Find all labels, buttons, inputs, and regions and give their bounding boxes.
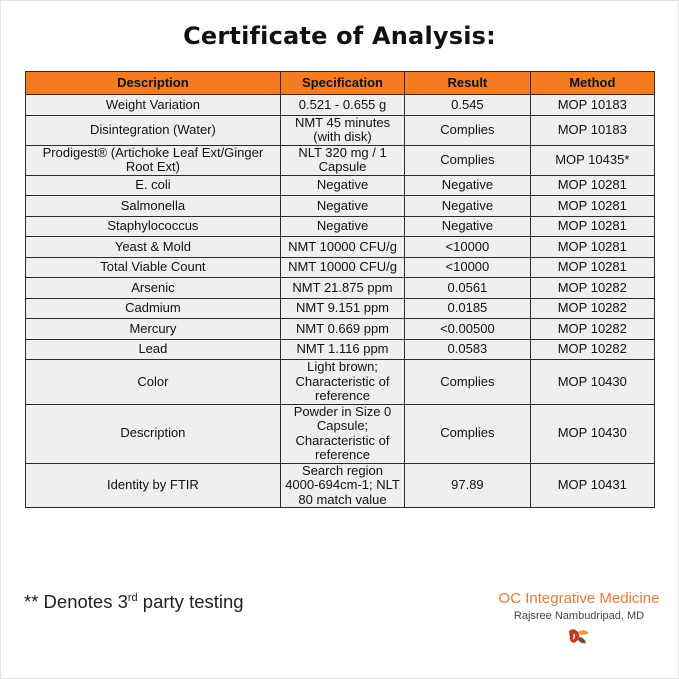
table-row <box>26 216 655 237</box>
cell-result: Negative <box>405 196 530 217</box>
table-row <box>26 319 655 340</box>
brand-subtitle: Rajsree Nambudripad, MD <box>513 610 645 622</box>
cell-method: MOP 10430 <box>530 360 654 405</box>
cell-method: MOP 10183 <box>530 95 654 116</box>
header-specification: Specification <box>280 72 404 95</box>
cell-result: Negative <box>405 175 530 196</box>
footnote <box>24 591 244 613</box>
cell-specification: NMT 10000 CFU/g <box>280 257 404 278</box>
cell-specification: NMT 10000 CFU/g <box>280 237 404 258</box>
cell-result: 0.0561 <box>405 278 530 299</box>
cell-method: MOP 10282 <box>530 298 654 319</box>
cell-result: <10000 <box>405 257 530 278</box>
cell-specification: NMT 0.669 ppm <box>280 319 404 340</box>
table-row <box>26 360 655 405</box>
page-title: Certificate of Analysis: <box>183 22 496 50</box>
footnote-prefix: ** Denotes 3 <box>24 591 128 612</box>
table-row <box>26 257 655 278</box>
cell-result: Complies <box>405 115 530 145</box>
brand-logo-icon <box>490 625 668 651</box>
table-row <box>26 115 655 145</box>
brand-block <box>490 590 668 651</box>
cell-description: Lead <box>26 339 281 360</box>
table-row <box>26 95 655 116</box>
analysis-table <box>25 71 655 508</box>
cell-specification: Negative <box>280 175 404 196</box>
footnote-sup: rd <box>127 591 138 604</box>
table-row <box>26 278 655 299</box>
cell-method: MOP 10281 <box>530 216 654 237</box>
cell-description: Salmonella <box>26 196 281 217</box>
cell-specification: NMT 45 minutes (with disk) <box>280 115 404 145</box>
cell-result: <10000 <box>405 237 530 258</box>
cell-description: Mercury <box>26 319 281 340</box>
cell-description: Staphylococcus <box>26 216 281 237</box>
cell-method: MOP 10183 <box>530 115 654 145</box>
cell-result: 97.89 <box>405 463 530 508</box>
cell-specification: Search region 4000-694cm-1; NLT 80 match value <box>280 463 404 508</box>
cell-specification: Light brown; Characteristic of reference <box>280 360 404 405</box>
cell-result: Negative <box>405 216 530 237</box>
cell-description: Arsenic <box>26 278 281 299</box>
cell-description: Cadmium <box>26 298 281 319</box>
cell-result: Complies <box>405 404 530 463</box>
cell-method: MOP 10281 <box>530 175 654 196</box>
cell-specification: NLT 320 mg / 1 Capsule <box>280 145 404 175</box>
cell-result: Complies <box>405 145 530 175</box>
cell-description: E. coli <box>26 175 281 196</box>
cell-result: 0.0185 <box>405 298 530 319</box>
cell-description: Weight Variation <box>26 95 281 116</box>
cell-specification: NMT 9.151 ppm <box>280 298 404 319</box>
cell-result: 0.545 <box>405 95 530 116</box>
cell-method: MOP 10281 <box>530 257 654 278</box>
footnote-suffix: party testing <box>137 591 244 612</box>
table-row <box>26 339 655 360</box>
cell-result: 0.0583 <box>405 339 530 360</box>
cell-method: MOP 10430 <box>530 404 654 463</box>
table-body <box>26 95 655 508</box>
cell-description: Identity by FTIR <box>26 463 281 508</box>
cell-description: Yeast & Mold <box>26 237 281 258</box>
cell-result: Complies <box>405 360 530 405</box>
cell-method: MOP 10281 <box>530 196 654 217</box>
table-row <box>26 196 655 217</box>
cell-description: Total Viable Count <box>26 257 281 278</box>
cell-method: MOP 10282 <box>530 339 654 360</box>
header-result: Result <box>405 72 530 95</box>
cell-description: Prodigest® (Artichoke Leaf Ext/Ginger Root Ext) <box>26 145 281 175</box>
cell-method: MOP 10282 <box>530 319 654 340</box>
cell-specification: Negative <box>280 216 404 237</box>
cell-specification: Powder in Size 0 Capsule; Characteristic of reference <box>280 404 404 463</box>
table-row <box>26 298 655 319</box>
table-row <box>26 175 655 196</box>
cell-specification: 0.521 - 0.655 g <box>280 95 404 116</box>
cell-method: MOP 10281 <box>530 237 654 258</box>
cell-specification: NMT 1.116 ppm <box>280 339 404 360</box>
brand-name: OC Integrative Medicine <box>498 590 660 607</box>
table-row <box>26 237 655 258</box>
header-method: Method <box>530 72 654 95</box>
header-description: Description <box>26 72 281 95</box>
table-row <box>26 404 655 463</box>
table-row <box>26 145 655 175</box>
cell-method: MOP 10435* <box>530 145 654 175</box>
cell-description: Color <box>26 360 281 405</box>
cell-method: MOP 10431 <box>530 463 654 508</box>
cell-result: <0.00500 <box>405 319 530 340</box>
cell-description: Description <box>26 404 281 463</box>
table-header-row <box>26 72 655 95</box>
table-row <box>26 463 655 508</box>
cell-specification: Negative <box>280 196 404 217</box>
cell-description: Disintegration (Water) <box>26 115 281 145</box>
cell-method: MOP 10282 <box>530 278 654 299</box>
cell-specification: NMT 21.875 ppm <box>280 278 404 299</box>
